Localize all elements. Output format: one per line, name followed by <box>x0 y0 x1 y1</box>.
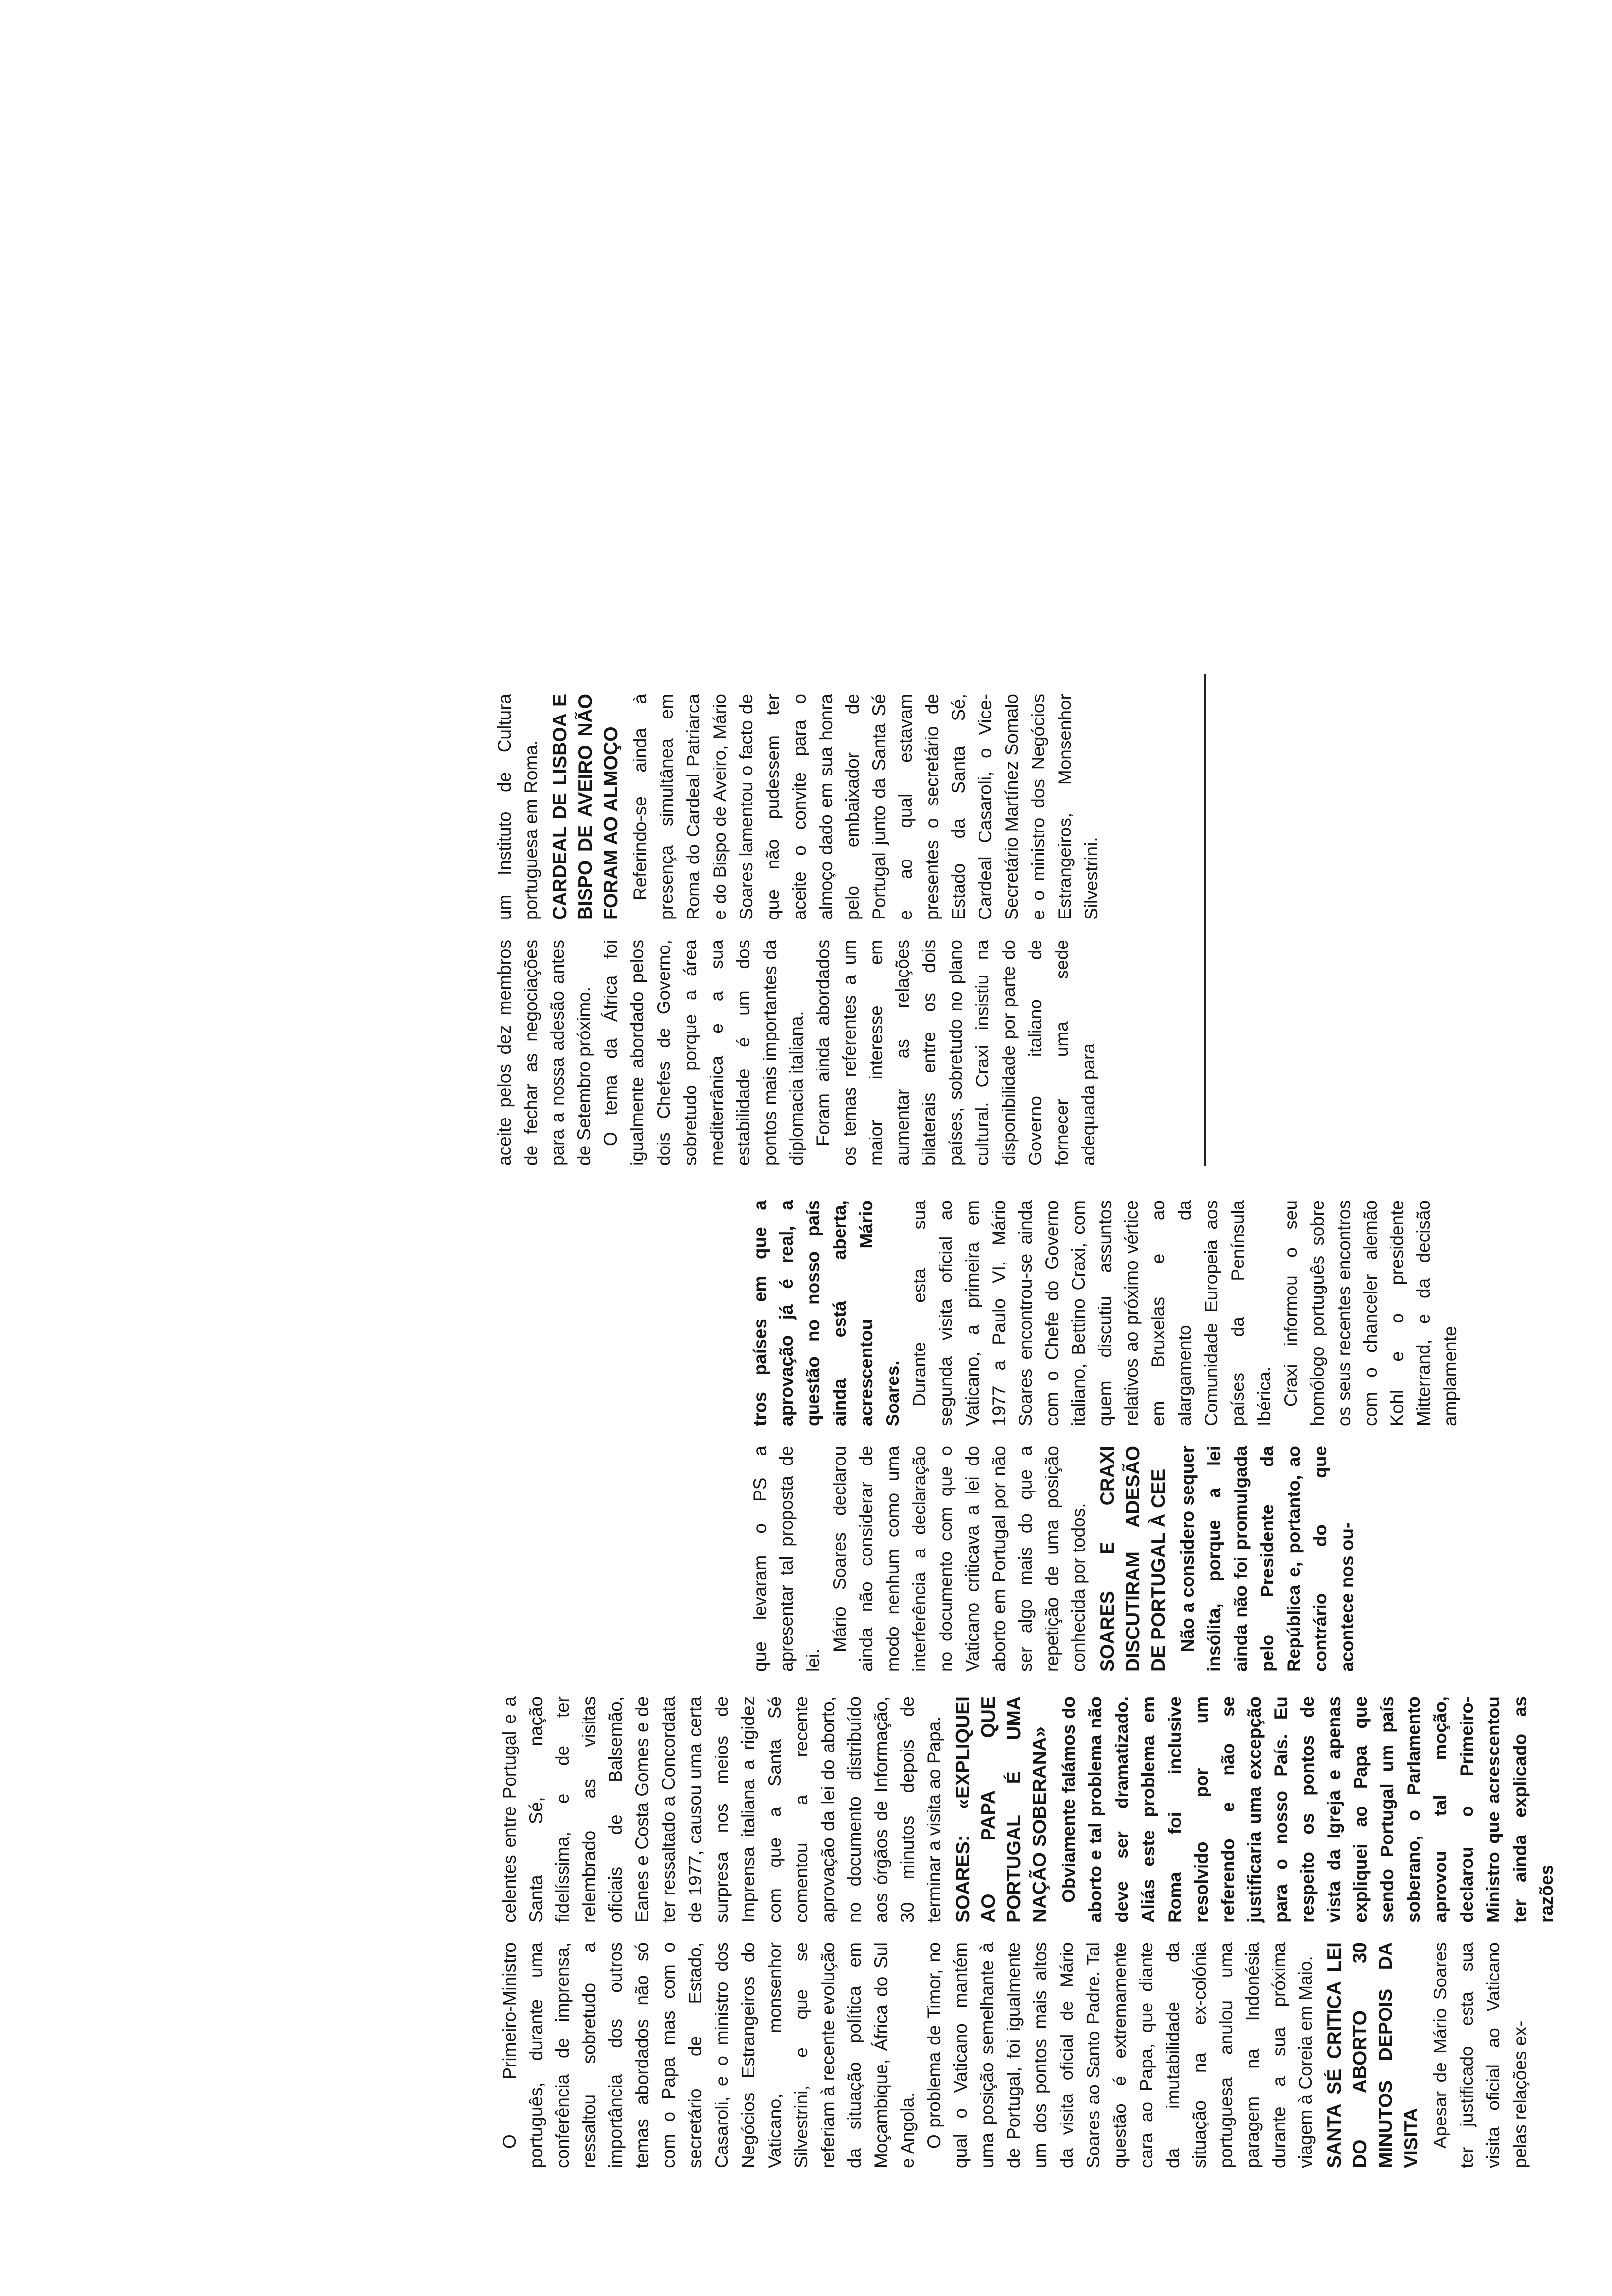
paragraph: Foram ainda abordados os temas referentes a um maior interesse em aumentar as relações bilaterais entre os dois países, sobretudo no plano cultural. Craxi insistiu na disponibilidade por parte do Governo italiano de fornecer uma sede adequada para <box>813 940 1098 1166</box>
column-5 <box>491 940 1102 1166</box>
paragraph: Obviamente falámos do aborto e tal problema não deve ser dramatizado. Aliás este problema em Roma foi inclusive resolvido por um referendo e não se justificaria uma excepção para o nosso País. Eu respeito os pontos de vista da Igreja e apenas expliquei ao Papa que sendo Portugal um país soberano, o Parlamento aprovou tal moção, declarou o Primeiro-Ministro que acrescentou ter ainda explicado as razões <box>1059 1696 1556 1923</box>
paragraph: tros países em que a aprovação já é real, a questão no nosso país ainda está aberta, acrescentou Mário Soares. <box>750 1200 903 1426</box>
newspaper-clipping <box>491 55 1556 2168</box>
paragraph: Referindo-se ainda à presença simultânea em Roma do Cardeal Patriarca e do Bispo de Aveiro, Mário Soares lamentou o facto de que não pudessem ter aceite o convite para o almoço dado em sua honra pelo embaixador de Portugal junto da Santa Sé e ao qual estavam presentes o secretário de Estado da Santa Sé, Cardeal Casaroli, o Vice-Secretário Martínez Somalo e o ministro dos Negócios Estrangeiros, Monsenhor Silvestrini. <box>630 694 1101 920</box>
column-6 <box>491 694 1105 920</box>
divider-rule <box>1204 674 1206 1166</box>
paragraph: Craxi informou o seu homólogo português sobre os seus recentes encontros com o chanceler alemão Kohl e o presidente Mitterrand, e da decisão amplamente <box>1281 1200 1460 1426</box>
paragraph: Apesar de Mário Soares ter justificado esta sua visita oficial ao Vaticano pelas relações ex- <box>1430 1942 1530 2168</box>
paragraph: O tema da África foi igualmente abordado pelos dois Chefes de Governo, sobretudo porque a área mediterrânica e a sua estabilidade é um dos pontos mais importantes da diplomacia italiana. <box>601 940 806 1166</box>
section-heading: SANTA SÉ CRITICA LEI DO ABORTO 30 MINUTOS DEPOIS DA VISITA <box>1324 1942 1422 2168</box>
paragraph: celentes entre Portugal e a Santa Sé, nação fidelíssima, e de ter relembrado as visitas oficiais de Balsemão, Eanes e Costa Gomes e de ter ressaltado a Concordata de 1977, causou uma certa surpresa nos meios de Imprensa italiana a rigidez com que a Santa Sé comentou a recente aprovação da lei do aborto, no documento distribuído aos órgãos de Informação, 30 minutos depois de terminar a visita ao Papa. <box>499 1696 944 1923</box>
section-heading: SOARES: «EXPLIQUEI AO PAPA QUE PORTUGAL É UMA NAÇÃO SOBERANA» <box>952 1696 1050 1923</box>
paragraph: um Instituto de Cultura portuguesa em Roma. <box>494 694 541 920</box>
paragraph: O problema de Timor, no qual o Vaticano mantém uma posição semelhante à de Portugal, foi igualmente um dos pontos mais altos da visita oficial de Mário Soares ao Santo Padre. Tal questão é extremamente cara ao Papa, que diante da imutabilidade da situação na ex-colónia portuguesa anulou uma paragem na Indonésia durante a sua próxima viagem à Coreia em Maio. <box>924 1942 1316 2168</box>
column-3 <box>747 1446 1360 1672</box>
paragraph: Mário Soares declarou ainda não considerar de modo nenhum como uma interferência a declaração no documento com que o Vaticano criticava a lei do aborto em Portugal por não ser algo mais do que a repetição de uma posição conhecida por todos. <box>830 1446 1089 1672</box>
section-heading: SOARES E CRAXI DISCUTIRAM ADESÃO DE PORTUGAL À CEE <box>1097 1446 1169 1672</box>
paragraph: Não a considero sequer insólita, porque a lei ainda não foi promulgada pelo Presidente da República e, portanto, ao contrário do que acontece nos ou- <box>1178 1446 1357 1672</box>
column-4 <box>747 1200 1464 1426</box>
paragraph: O Primeiro-Ministro português, durante uma conferência de imprensa, ressaltou sobretudo a importância dos outros temas abordados não só com o Papa mas com o secretário de Estado, Casaroli, e o ministro dos Negócios Estrangeiros do Vaticano, monsenhor Silvestrini, e que se referiam à recente evolução da situação política em Moçambique, África do Sul e Angola. <box>499 1942 918 2168</box>
paragraph: que levaram o PS a apresentar tal proposta de lei. <box>750 1446 823 1672</box>
column-2 <box>496 1696 1560 1923</box>
paragraph: Durante esta sua segunda visita oficial ao Vaticano, a primeira em 1977 a Paulo VI, Mário Soares encontrou-se ainda com o Chefe do Governo italiano, Bettino Craxi, com quem discutiu assuntos relativos ao próximo vértice em Bruxelas e ao alargamento da Comunidade Europeia aos países da Península Ibérica. <box>909 1200 1274 1426</box>
paragraph: aceite pelos dez membros de fechar as negociações para a nossa adesão antes de Setembro próximo. <box>494 940 594 1166</box>
section-heading: CARDEAL DE LISBOA E BISPO DE AVEIRO NÃO FORAM AO ALMOÇO <box>549 694 622 920</box>
column-1 <box>496 1942 1533 2168</box>
